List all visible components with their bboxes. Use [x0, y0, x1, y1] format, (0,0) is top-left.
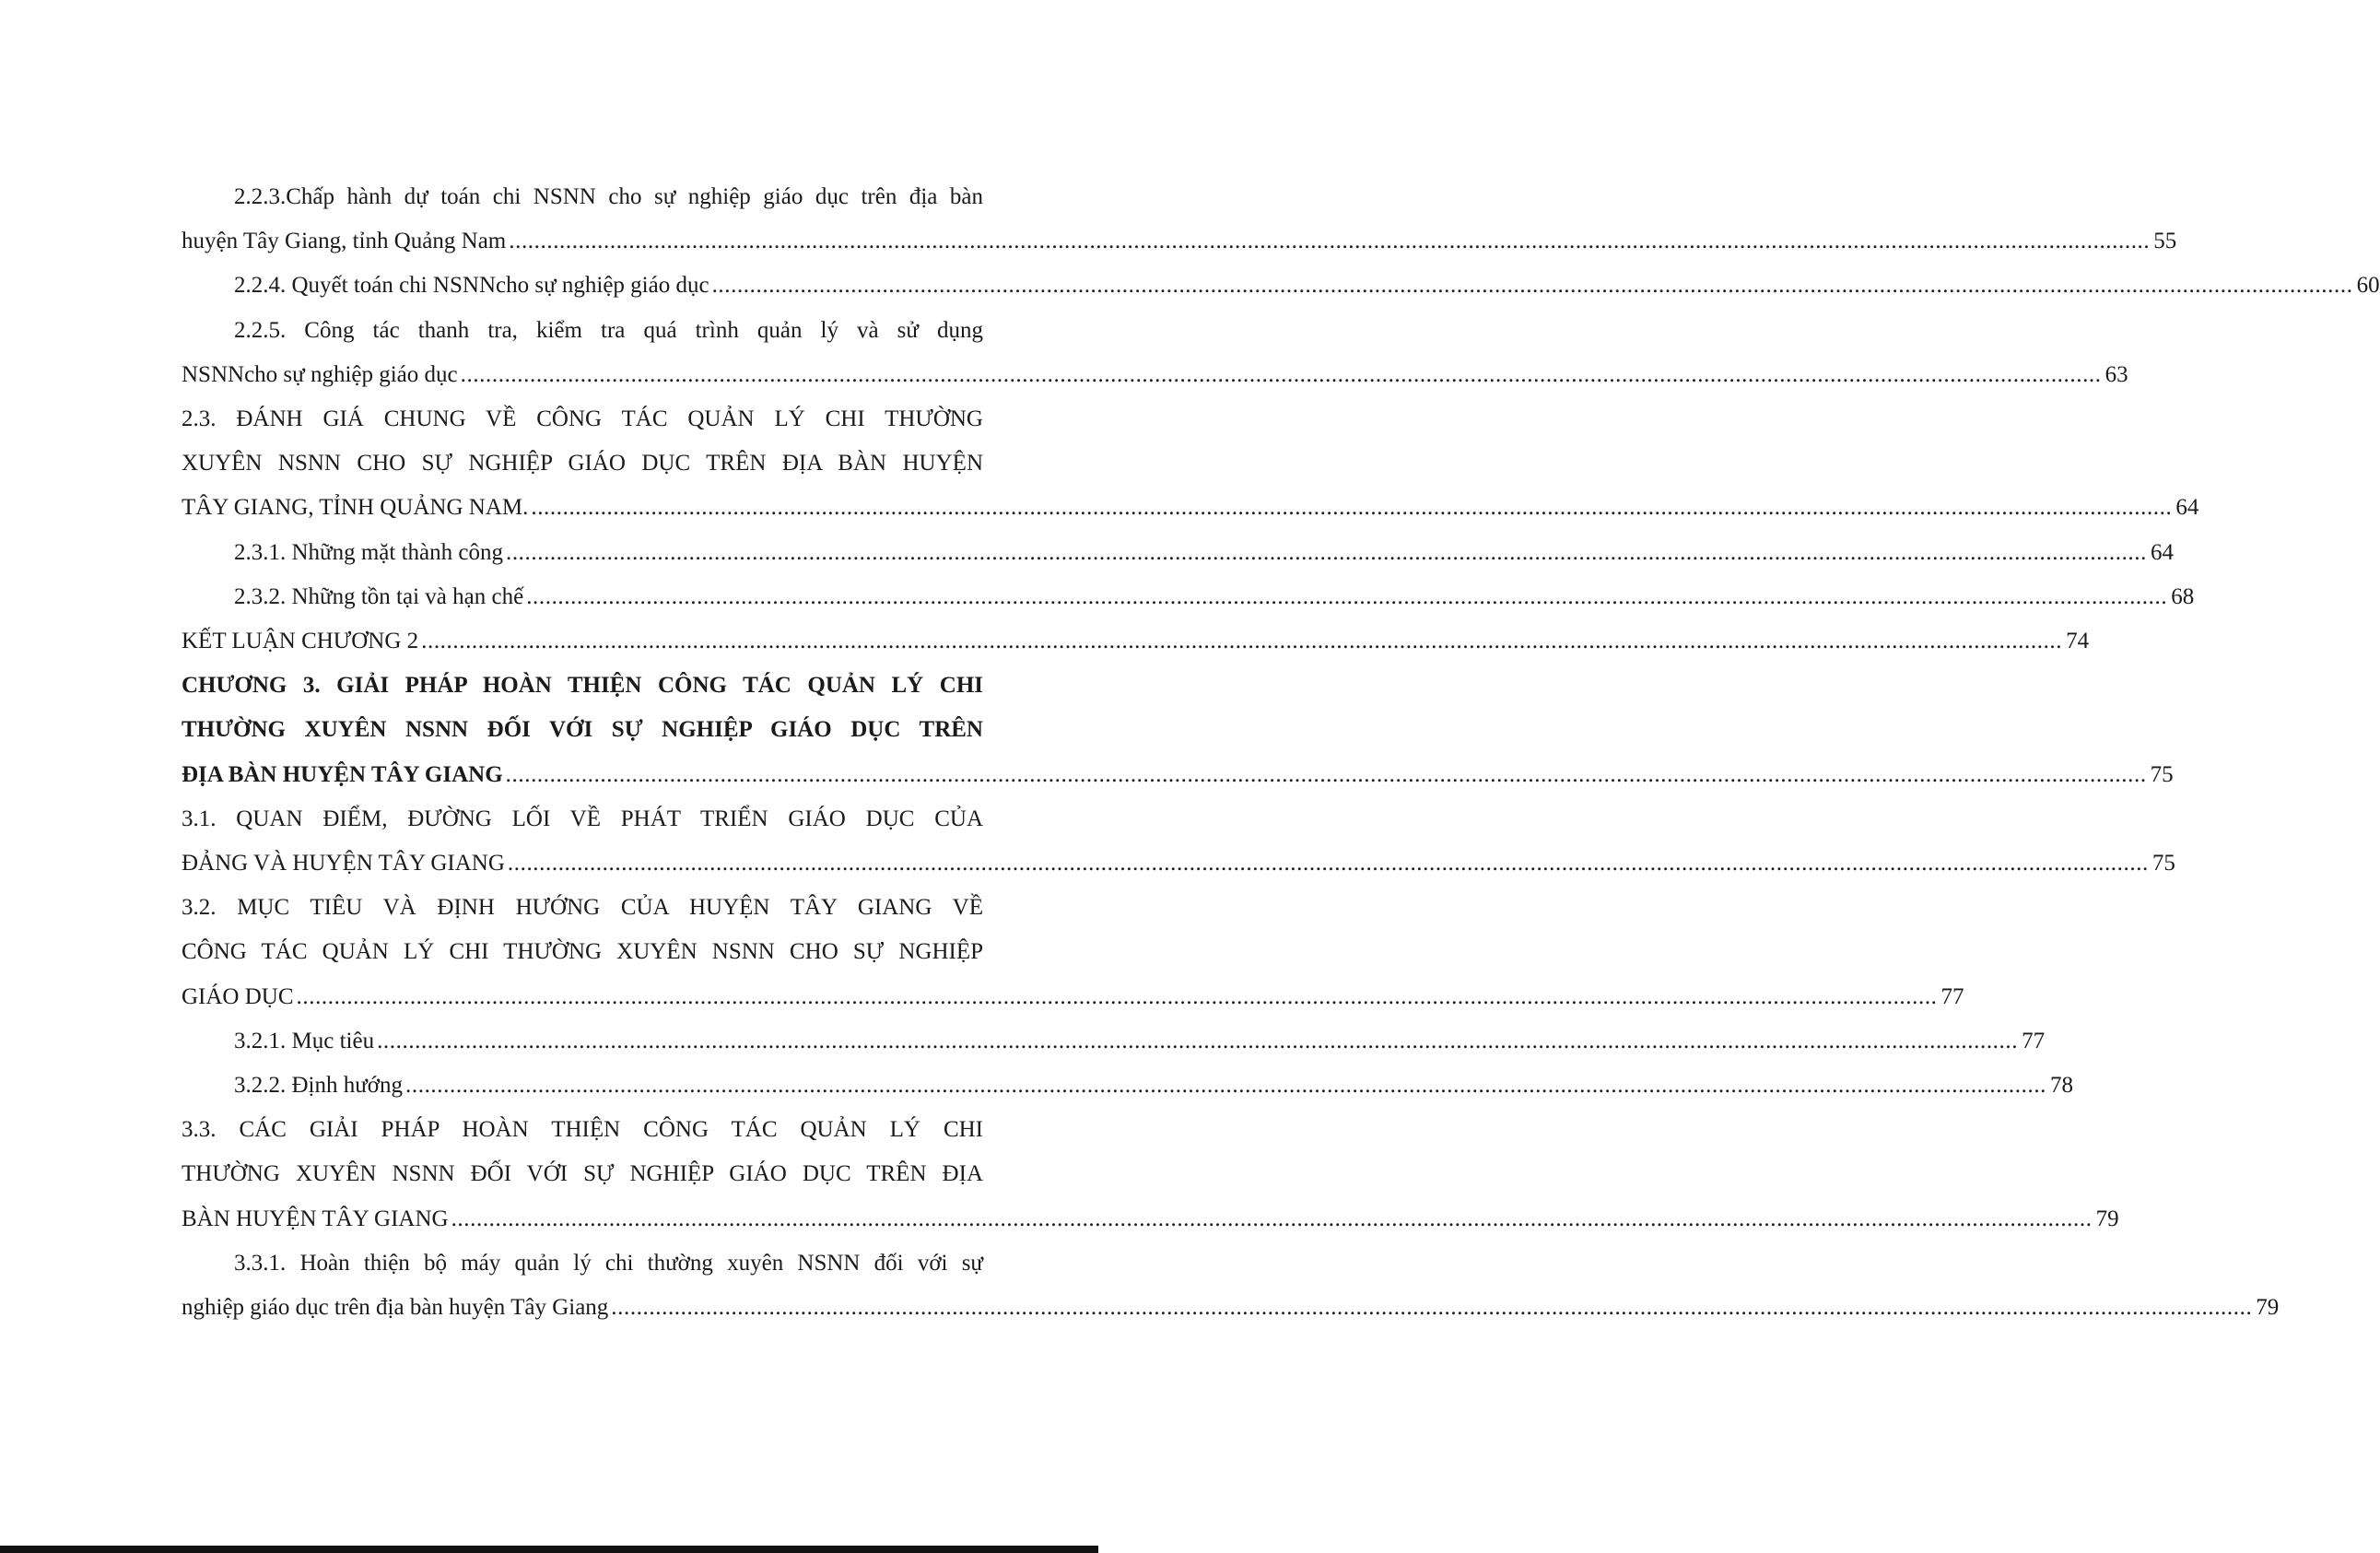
toc-entry-text: 2.2.5. Công tác thanh tra, kiểm tra quá trình quản lý và sử dụng	[234, 317, 983, 343]
toc-entry-2-2-4[interactable]	[182, 264, 2380, 308]
toc-entry-text: THƯỜNG XUYÊN NSNN ĐỐI VỚI SỰ NGHIỆP GIÁO DỤC TRÊN	[182, 717, 983, 743]
dot-leader: ....................................................................................................................................................................................................................................................................	[526, 583, 2168, 609]
toc-page-number: 63	[2104, 361, 2128, 387]
toc-entry-text: 3.3.1. Hoàn thiện bộ máy quản lý chi thường xuyên NSNN đối với sự	[234, 1250, 983, 1276]
toc-entry-line	[182, 1019, 2046, 1064]
toc-page-number: 79	[2256, 1295, 2280, 1321]
dot-leader: ....................................................................................................................................................................................................................................................................	[377, 1028, 2019, 1053]
toc-entry-title: 3.2.1. Mục tiêu	[234, 1028, 375, 1053]
toc-entry-3-2-1[interactable]	[182, 1019, 2046, 1064]
toc-entry-title: GIÁO DỤC	[182, 983, 294, 1009]
toc-entry-line	[182, 975, 1964, 1019]
toc-page-number: 74	[2066, 629, 2090, 654]
toc-entry-title: TÂY GIANG, TỈNH QUẢNG NAM.	[182, 495, 529, 521]
toc-entry-3-2[interactable]	[182, 886, 1964, 1019]
toc-entry-chuong-3[interactable]	[182, 664, 2174, 797]
toc-entry-line	[182, 219, 2177, 264]
toc-entry-3-2-2[interactable]	[182, 1064, 2074, 1108]
dot-leader: ....................................................................................................................................................................................................................................................................	[611, 1295, 2253, 1321]
toc-entry-text: CÔNG TÁC QUẢN LÝ CHI THƯỜNG XUYÊN NSNN CHO SỰ NGHIỆP	[182, 939, 983, 965]
toc-page-number: 75	[2151, 851, 2175, 877]
toc-page-number: 79	[2095, 1206, 2119, 1231]
toc-entry-3-1[interactable]	[182, 797, 2175, 886]
toc-entry-2-2-5[interactable]	[182, 309, 2128, 397]
toc-entry-text: 3.1. QUAN ĐIỂM, ĐƯỜNG LỐI VỀ PHÁT TRIỂN GIÁO DỤC CỦA	[182, 806, 983, 831]
toc-entry-2-2-3[interactable]	[182, 175, 2177, 264]
toc-entry-line	[182, 264, 2380, 308]
toc-entry-ket-luan-2[interactable]	[182, 619, 2090, 664]
dot-leader: ....................................................................................................................................................................................................................................................................	[460, 361, 2102, 387]
toc-entry-title: huyện Tây Giang, tỉnh Quảng Nam	[182, 229, 507, 254]
dot-leader: ....................................................................................................................................................................................................................................................................	[531, 495, 2173, 521]
toc-entry-title: 2.2.4. Quyết toán chi NSNNcho sự nghiệp giáo dục	[234, 273, 709, 299]
toc-page-number: 77	[1940, 983, 1964, 1009]
toc-entry-title: BÀN HUYỆN TÂY GIANG	[182, 1206, 449, 1231]
toc-entry-line	[182, 1064, 2074, 1108]
dot-leader: ....................................................................................................................................................................................................................................................................	[711, 273, 2353, 299]
toc-entry-title: ĐỊA BÀN HUYỆN TÂY GIANG	[182, 761, 503, 787]
toc-entry-text: 2.3. ĐÁNH GIÁ CHUNG VỀ CÔNG TÁC QUẢN LÝ CHI THƯỜNG	[182, 406, 983, 432]
toc-page-number: 68	[2171, 583, 2195, 609]
toc-entry-line	[182, 753, 2174, 797]
toc-entry-line	[182, 841, 2175, 886]
toc-entry-title: 2.3.1. Những mặt thành công	[234, 539, 503, 565]
dot-leader: ....................................................................................................................................................................................................................................................................	[421, 629, 2063, 654]
toc-entry-title: ĐẢNG VÀ HUYỆN TÂY GIANG	[182, 851, 505, 877]
toc-page-number: 64	[2150, 539, 2174, 565]
toc-page-number: 75	[2150, 761, 2174, 787]
toc-entry-line	[182, 575, 2195, 619]
toc-entry-line	[182, 1286, 2280, 1330]
toc-entry-text: THƯỜNG XUYÊN NSNN ĐỐI VỚI SỰ NGHIỆP GIÁO DỤC TRÊN ĐỊA	[182, 1161, 983, 1187]
toc-entry-2-3-2[interactable]	[182, 575, 2195, 619]
dot-leader: ....................................................................................................................................................................................................................................................................	[505, 539, 2147, 565]
toc-entry-title: nghiệp giáo dục trên địa bàn huyện Tây Giang	[182, 1295, 609, 1321]
toc-entry-text: 3.3. CÁC GIẢI PHÁP HOÀN THIỆN CÔNG TÁC QUẢN LÝ CHI	[182, 1117, 983, 1143]
toc-entry-text: XUYÊN NSNN CHO SỰ NGHIỆP GIÁO DỤC TRÊN ĐỊA BÀN HUYỆN	[182, 451, 983, 476]
toc-entry-title: KẾT LUẬN CHƯƠNG 2	[182, 629, 419, 654]
toc-entry-line	[182, 486, 2199, 530]
toc-entry-text: CHƯƠNG 3. GIẢI PHÁP HOÀN THIỆN CÔNG TÁC QUẢN LÝ CHI	[182, 673, 983, 699]
toc-page-number: 55	[2153, 229, 2177, 254]
dot-leader: ....................................................................................................................................................................................................................................................................	[509, 229, 2151, 254]
toc-entry-line	[182, 1197, 2119, 1241]
toc-entry-title: 2.3.2. Những tồn tại và hạn chế	[234, 583, 524, 609]
dot-leader: ....................................................................................................................................................................................................................................................................	[505, 761, 2147, 787]
toc-entry-3-3-1[interactable]	[182, 1241, 2280, 1330]
toc-page-number: 64	[2175, 495, 2199, 521]
toc-entry-line	[182, 619, 2090, 664]
toc-entry-line	[182, 531, 2174, 575]
toc-page-number: 60	[2356, 273, 2380, 299]
toc-entry-2-3-1[interactable]	[182, 531, 2174, 575]
toc-entry-title: NSNNcho sự nghiệp giáo dục	[182, 361, 458, 387]
toc-entry-text: 3.2. MỤC TIÊU VÀ ĐỊNH HƯỚNG CỦA HUYỆN TÂY GIANG VỀ	[182, 895, 983, 921]
page-bottom-edge	[0, 1546, 1098, 1553]
toc-entry-2-3[interactable]	[182, 397, 2199, 531]
toc-page-number: 78	[2050, 1073, 2074, 1099]
dot-leader: ....................................................................................................................................................................................................................................................................	[296, 983, 1938, 1009]
dot-leader: ....................................................................................................................................................................................................................................................................	[405, 1073, 2047, 1099]
toc-entry-3-3[interactable]	[182, 1108, 2119, 1241]
toc-entry-line	[182, 353, 2128, 397]
toc-entry-text: 2.2.3.Chấp hành dự toán chi NSNN cho sự nghiệp giáo dục trên địa bàn	[234, 184, 983, 209]
toc-page-number: 77	[2022, 1028, 2046, 1053]
table-of-contents	[182, 175, 2380, 1330]
dot-leader: ....................................................................................................................................................................................................................................................................	[507, 851, 2149, 877]
dot-leader: ....................................................................................................................................................................................................................................................................	[451, 1206, 2093, 1231]
toc-entry-title: 3.2.2. Định hướng	[234, 1073, 404, 1099]
